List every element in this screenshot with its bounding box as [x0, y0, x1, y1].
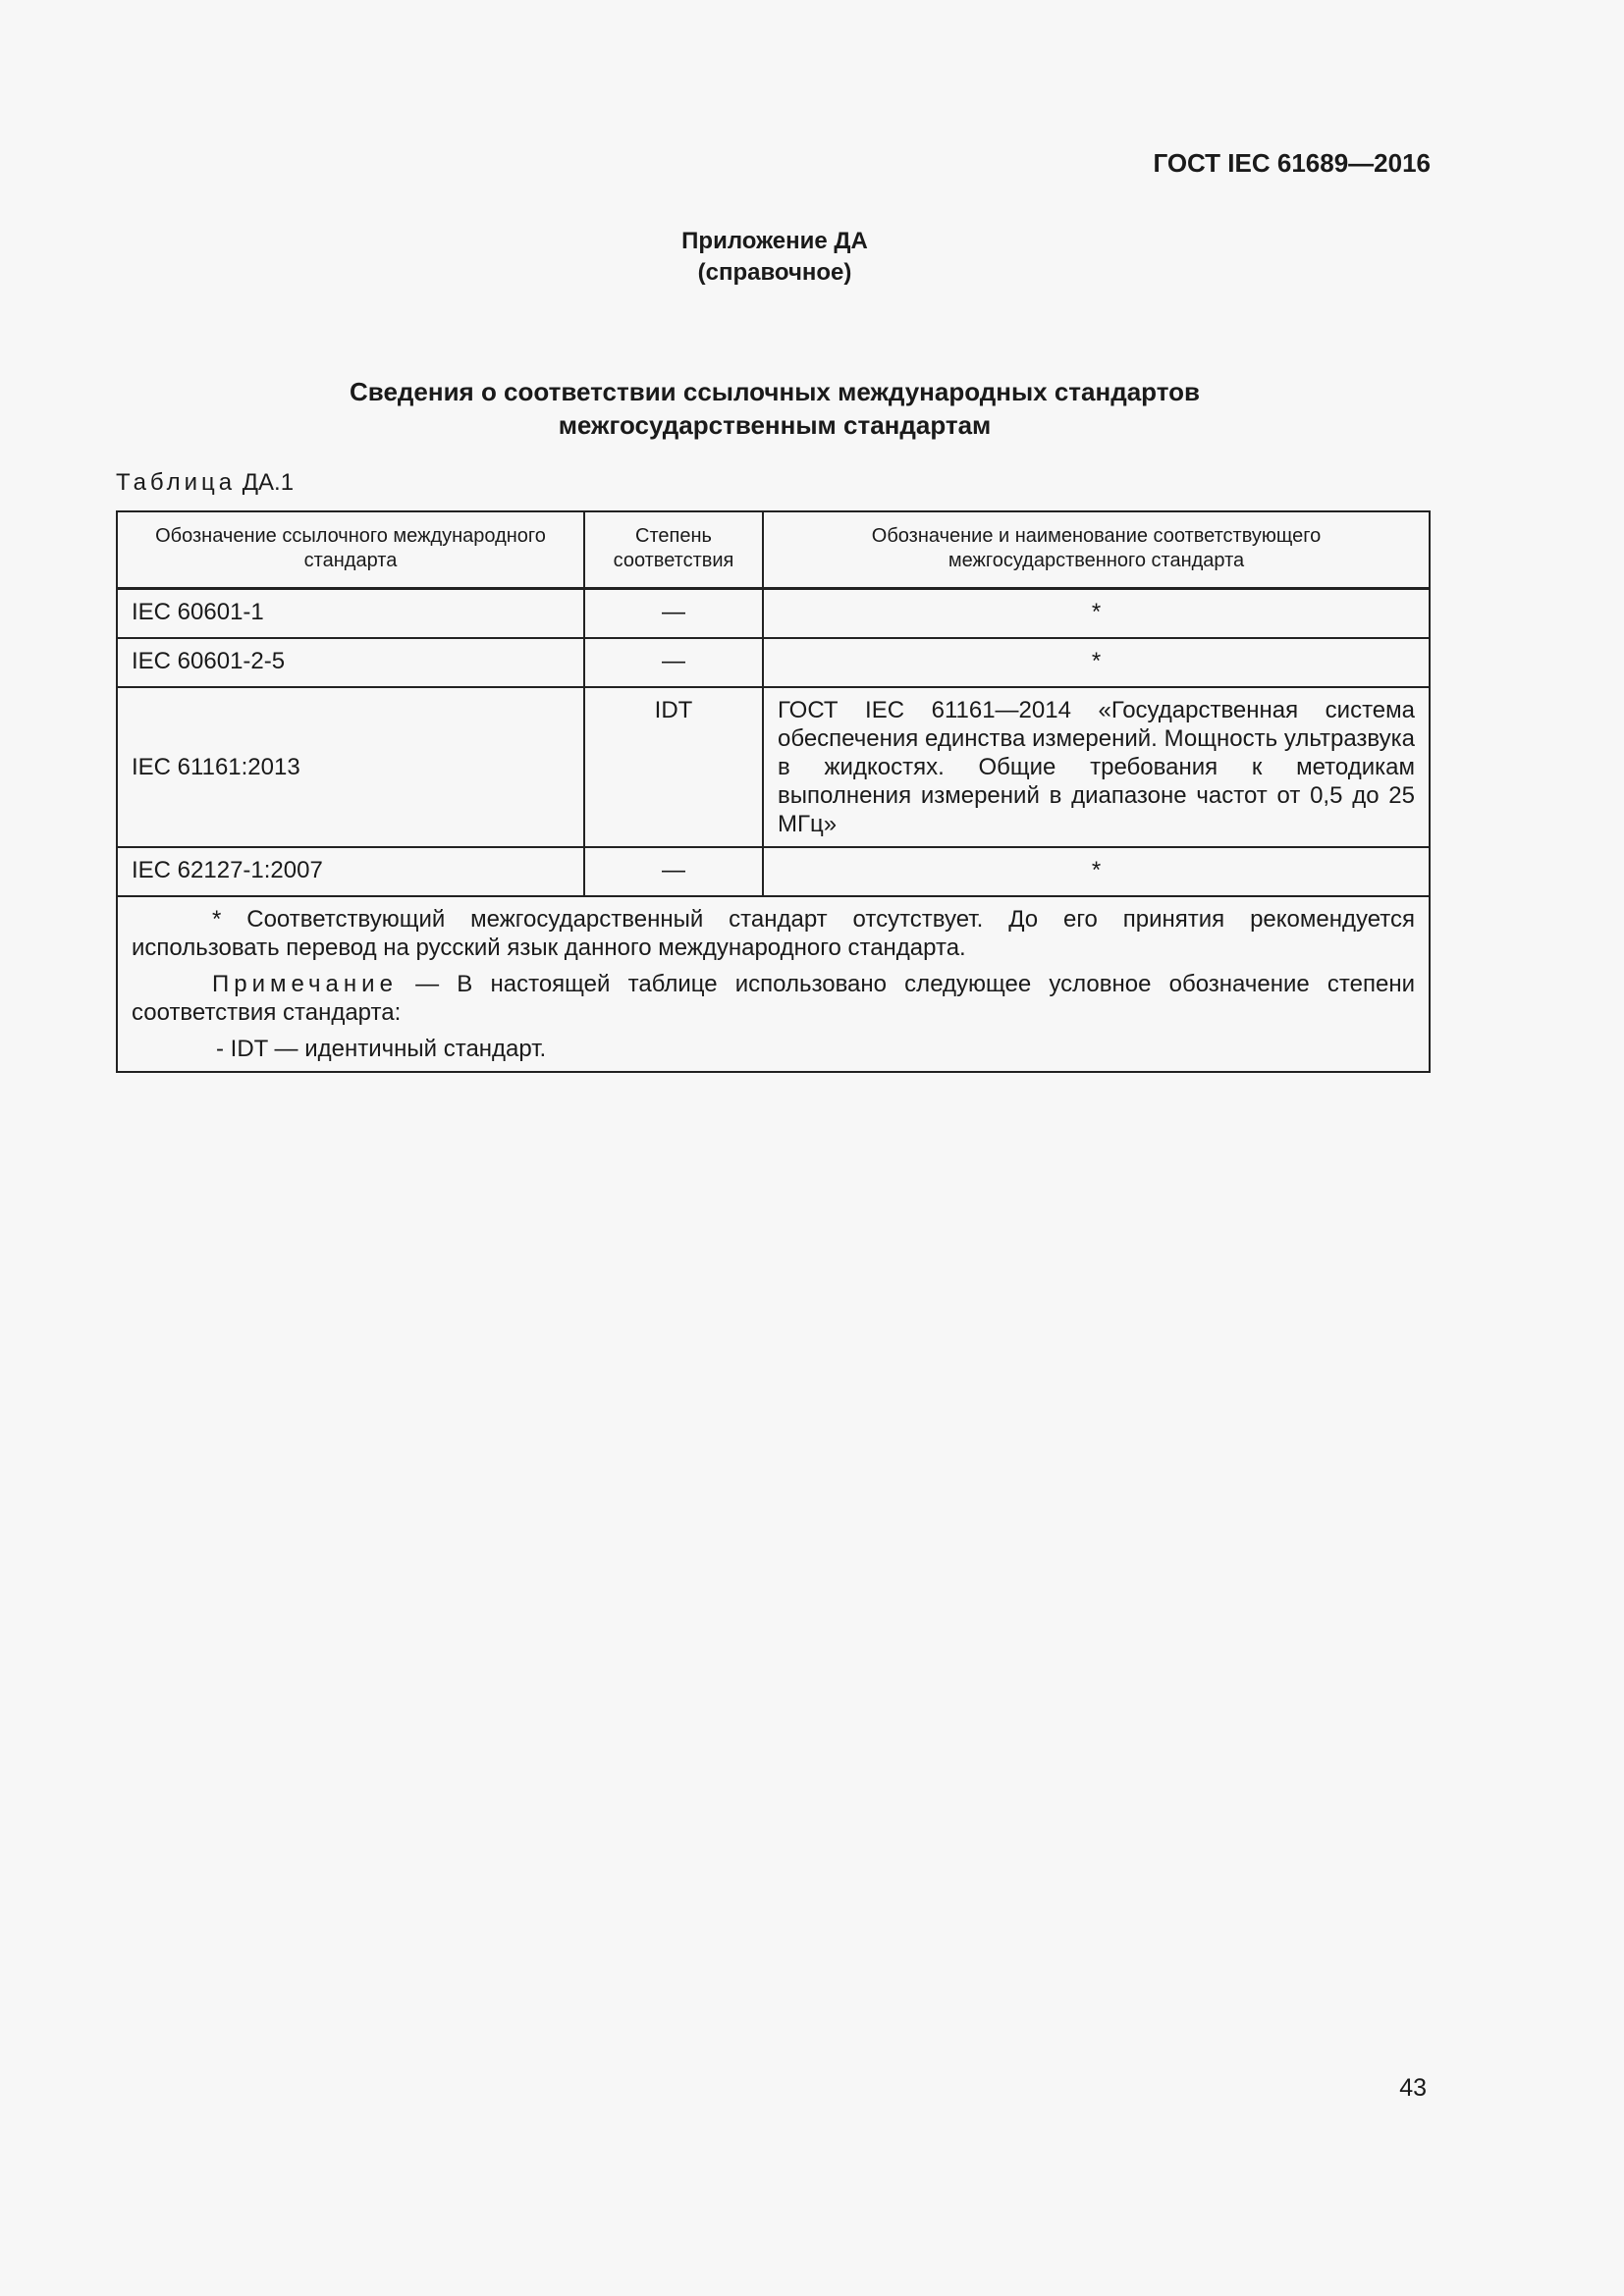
cell-standard: * — [763, 589, 1430, 639]
cell-degree: IDT — [584, 687, 763, 847]
header-degree: Степень соответствия — [584, 511, 763, 589]
note-list-item: - IDT — идентичный стандарт. — [216, 1036, 547, 1062]
table-notes — [117, 896, 1430, 1072]
table-row — [117, 638, 1430, 687]
section-title-line-1: Сведения о соответствии ссылочных международных стандартов — [350, 377, 1200, 406]
cell-degree: — — [584, 638, 763, 687]
appendix-title — [0, 226, 1549, 289]
table-caption-word: Таблица — [116, 469, 237, 496]
cell-ref: IEC 60601-2-5 — [117, 638, 584, 687]
correspondence-table — [116, 510, 1431, 1073]
cell-standard: * — [763, 847, 1430, 896]
cell-degree: — — [584, 589, 763, 639]
appendix-status: (справочное) — [697, 259, 852, 286]
note-label: Примечание — [212, 971, 398, 997]
table-footer-row — [117, 896, 1430, 1072]
cell-ref: IEC 62127-1:2007 — [117, 847, 584, 896]
cell-degree: — — [584, 847, 763, 896]
table-row — [117, 589, 1430, 639]
cell-ref: IEC 60601-1 — [117, 589, 584, 639]
page-number: 43 — [1399, 2074, 1427, 2102]
note-text: — В настоящей таблице использовано следующее условное обозначение степени соответствия стандарта: — [132, 971, 1415, 1026]
document-code: ГОСТ IEC 61689—2016 — [1153, 148, 1431, 178]
footnote: * Соответствующий межгосударственный стандарт отсутствует. До его принятия рекомендуется использовать перевод на русский язык данного международного стандарта. — [132, 906, 1415, 961]
table-row — [117, 847, 1430, 896]
table-caption — [116, 469, 294, 497]
table-header-row — [117, 511, 1430, 589]
cell-standard: * — [763, 638, 1430, 687]
section-title-line-2: межгосударственным стандартам — [558, 410, 992, 440]
header-interstate-standard: Обозначение и наименование соответствующего межгосударственного стандарта — [763, 511, 1430, 589]
cell-standard: ГОСТ IEC 61161—2014 «Государственная система обеспечения единства измерений. Мощность ультразвука в жидкостях. Общие требования к методикам выполнения измерений в диапазоне частот от 0,5 до 25 МГц» — [763, 687, 1430, 847]
header-ref-standard: Обозначение ссылочного международного стандарта — [117, 511, 584, 589]
table-row — [117, 687, 1430, 847]
section-title — [0, 375, 1549, 442]
cell-ref: IEC 61161:2013 — [117, 687, 584, 847]
table-caption-id: ДА.1 — [236, 469, 295, 496]
note — [132, 970, 1415, 1027]
appendix-name: Приложение ДА — [681, 228, 868, 254]
